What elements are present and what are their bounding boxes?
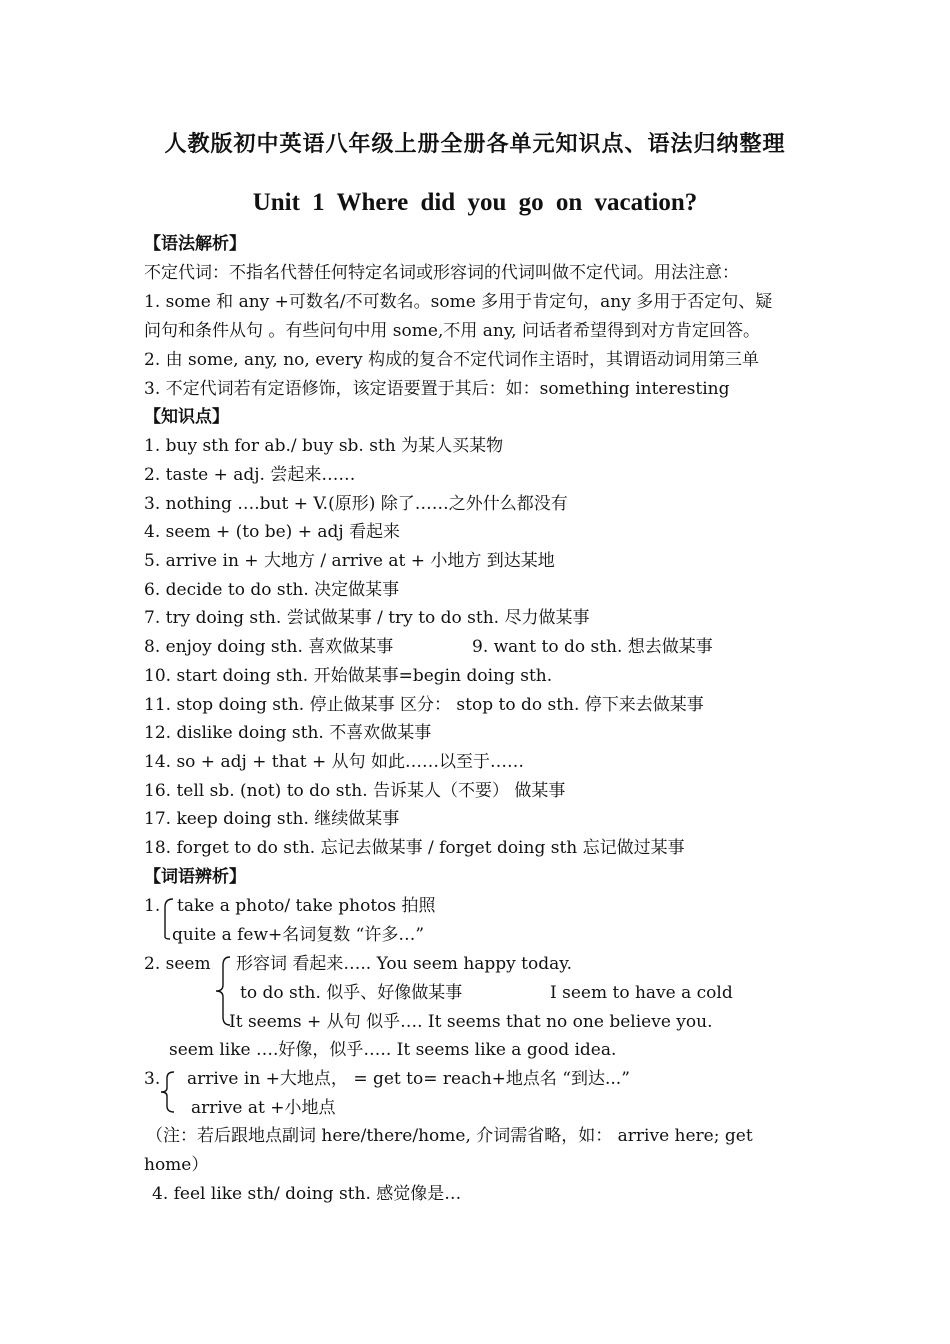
knowledge-item: 10. start doing sth. 开始做某事=begin doing sth. [144,666,553,686]
word-2-line-d: seem like ….好像，似乎….. It seems like a good idea. [169,1040,617,1060]
note-line-b: home） [144,1155,209,1175]
knowledge-item: 6. decide to do sth. 决定做某事 [144,580,400,600]
knowledge-item: 1. buy sth for ab./ buy sb. sth 为某人买某物 [144,436,504,456]
knowledge-item: 14. so + adj + that + 从句 如此……以至于…… [144,752,524,772]
grammar-heading: 【语法解析】 [144,234,246,254]
knowledge-item: 5. arrive in + 大地方 / arrive at + 小地方 到达某地 [144,551,555,571]
knowledge-item: 8. enjoy doing sth. 喜欢做某事 [144,637,394,657]
word-3-number: 3. [144,1069,161,1089]
word-2-line-c: It seems + 从句 似乎…. It seems that no one believe you. [229,1012,713,1032]
word-1-line-b: quite a few+名词复数 “许多…” [172,925,425,945]
knowledge-item: 4. seem + (to be) + adj 看起来 [144,522,401,542]
word-2-head: 2. seem [144,954,211,974]
word-2-line-b-example: I seem to have a cold [550,983,733,1003]
knowledge-item: 11. stop doing sth. 停止做某事 区分： stop to do sth. 停下来去做某事 [144,695,704,715]
grammar-point-2: 2. 由 some, any, no, every 构成的复合不定代词作主语时，其谓语动词用第三单 [144,350,760,370]
knowledge-item: 16. tell sb. (not) to do sth. 告诉某人（不要） 做某事 [144,781,566,801]
knowledge-item-9: 9. want to do sth. 想去做某事 [472,637,713,657]
knowledge-item: 2. taste + adj. 尝起来…… [144,465,356,485]
knowledge-item: 3. nothing ….but + V.(原形) 除了……之外什么都没有 [144,494,568,514]
note-line-a: （注：若后跟地点副词 here/there/home, 介词需省略，如： arrive here; get [146,1126,753,1146]
brace-icon [156,1070,178,1114]
knowledge-heading: 【知识点】 [144,407,229,427]
document-title: 人教版初中英语八年级上册全册各单元知识点、语法归纳整理 [164,132,786,157]
knowledge-item: 18. forget to do sth. 忘记去做某事 / forget doing sth 忘记做过某事 [144,838,685,858]
word-4: 4. feel like sth/ doing sth. 感觉像是… [152,1184,462,1204]
word-3-line-a: arrive in +大地点， = get to= reach+地点名 “到达...” [187,1069,630,1089]
grammar-point-1b: 问句和条件从句 。有些问句中用 some,不用 any, 问话者希望得到对方肯定回答。 [144,321,760,341]
knowledge-item: 7. try doing sth. 尝试做某事 / try to do sth. 尽力做某事 [144,608,590,628]
word-1-line-a: take a photo/ take photos 拍照 [177,896,436,916]
grammar-point-3: 3. 不定代词若有定语修饰，该定语要置于其后：如：something interesting [144,379,730,399]
knowledge-item: 12. dislike doing sth. 不喜欢做某事 [144,723,432,743]
words-heading: 【词语辨析】 [144,867,246,887]
grammar-intro: 不定代词：不指名代替任何特定名词或形容词的代词叫做不定代词。用法注意： [144,263,739,283]
word-2-line-b: to do sth. 似乎、好像做某事 [240,983,463,1003]
word-1-number: 1. [144,896,161,916]
word-3-line-b: arrive at +小地点 [191,1098,336,1118]
grammar-point-1a: 1. some 和 any +可数名/不可数名。some 多用于肯定句，any 多用于否定句、疑 [144,292,773,312]
unit-title: Unit 1 Where did you go on vacation? [252,189,698,216]
knowledge-item: 17. keep doing sth. 继续做某事 [144,809,400,829]
word-2-line-a: 形容词 看起来….. You seem happy today. [236,954,573,974]
